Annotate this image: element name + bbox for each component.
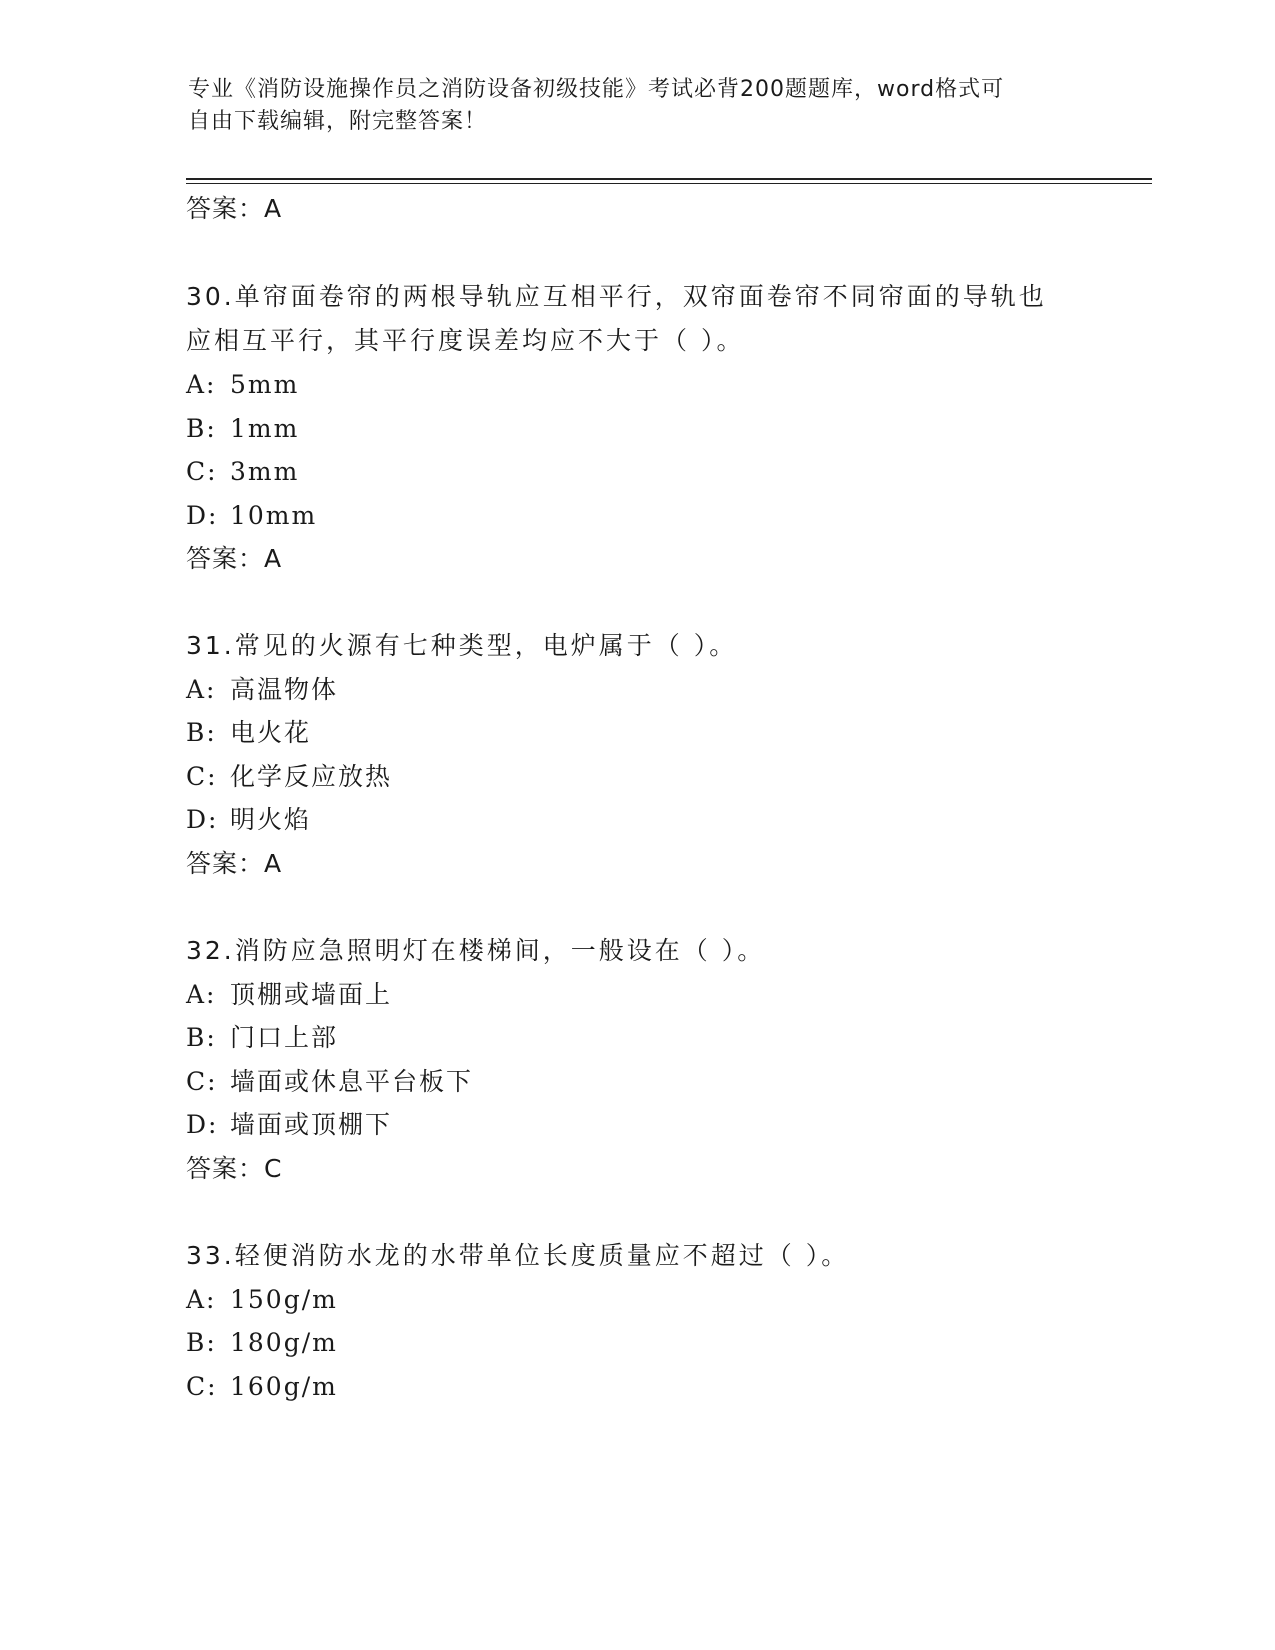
question-33-stem-line-1: 33.轻便消防水龙的水带单位长度质量应不超过（ ）。 (186, 1241, 850, 1270)
document-header (188, 74, 1068, 138)
header-line-1: 专业《消防设施操作员之消防设备初级技能》考试必背200题题库，word格式可 (188, 77, 1005, 102)
option-letter: D: (186, 805, 219, 834)
option-letter: D: (186, 501, 219, 530)
question-30-stem-line-2: 应相互平行，其平行度误差均应不大于（ ）。 (186, 326, 745, 355)
option-letter: B: (186, 1023, 217, 1052)
answer-value: A (264, 849, 283, 878)
question-31-stem-line-1: 31.常见的火源有七种类型，电炉属于（ ）。 (186, 631, 738, 660)
option-text: 5mm (230, 370, 300, 399)
answer-label: 答案： (186, 849, 265, 878)
option-text: 顶棚或墙面上 (230, 980, 393, 1009)
question-32-option-c (186, 1067, 473, 1097)
header-rule-thick (186, 178, 1152, 180)
answer-label: 答案： (186, 194, 265, 223)
option-letter: C: (186, 1067, 218, 1096)
question-31-option-d (186, 805, 311, 835)
question-33-option-c (186, 1372, 338, 1402)
question-32-option-d (186, 1110, 392, 1140)
option-letter: B: (186, 1328, 217, 1357)
option-text: 化学反应放热 (230, 762, 393, 791)
question-30-option-a (186, 370, 299, 400)
question-32-stem-line-1: 32.消防应急照明灯在楼梯间，一般设在（ ）。 (186, 936, 766, 965)
answer-value: C (264, 1154, 283, 1183)
question-30-option-d (186, 501, 317, 531)
option-text: 150g/m (230, 1285, 338, 1314)
option-text: 高温物体 (230, 675, 339, 704)
question-30-answer (186, 544, 282, 574)
question-31-answer (186, 849, 282, 879)
option-text: 电火花 (230, 718, 312, 747)
question-31-option-b (186, 718, 311, 748)
option-letter: A: (186, 370, 217, 399)
answer-label: 答案： (186, 544, 265, 573)
option-letter: B: (186, 718, 217, 747)
question-30-stem-line-1: 30.单帘面卷帘的两根导轨应互相平行，双帘面卷帘不同帘面的导轨也 (186, 282, 1047, 311)
answer-value: A (264, 544, 283, 573)
option-letter: C: (186, 1372, 218, 1401)
header-line-2: 自由下载编辑，附完整答案！ (188, 109, 488, 134)
header-rule-thin (186, 183, 1152, 184)
option-letter: A: (186, 980, 217, 1009)
question-33-option-b (186, 1328, 338, 1358)
option-text: 180g/m (230, 1328, 338, 1357)
option-text: 墙面或顶棚下 (230, 1110, 393, 1139)
option-letter: C: (186, 762, 218, 791)
option-letter: B: (186, 414, 217, 443)
question-32-option-a (186, 980, 392, 1010)
question-31-option-a (186, 675, 338, 705)
question-31-option-c (186, 762, 392, 792)
option-text: 10mm (230, 501, 318, 530)
option-letter: A: (186, 675, 217, 704)
question-33-option-a (186, 1285, 338, 1315)
option-text: 墙面或休息平台板下 (230, 1067, 474, 1096)
question-30-option-c (186, 457, 299, 487)
answer-line (186, 194, 282, 224)
option-letter: A: (186, 1285, 217, 1314)
answer-label: 答案： (186, 1154, 265, 1183)
question-32-answer (186, 1154, 282, 1184)
question-32-option-b (186, 1023, 338, 1053)
option-text: 明火焰 (230, 805, 312, 834)
option-text: 160g/m (230, 1372, 338, 1401)
option-letter: C: (186, 457, 218, 486)
answer-value: A (264, 194, 283, 223)
option-text: 3mm (230, 457, 300, 486)
option-letter: D: (186, 1110, 219, 1139)
question-30-option-b (186, 414, 299, 444)
option-text: 门口上部 (230, 1023, 339, 1052)
option-text: 1mm (230, 414, 300, 443)
